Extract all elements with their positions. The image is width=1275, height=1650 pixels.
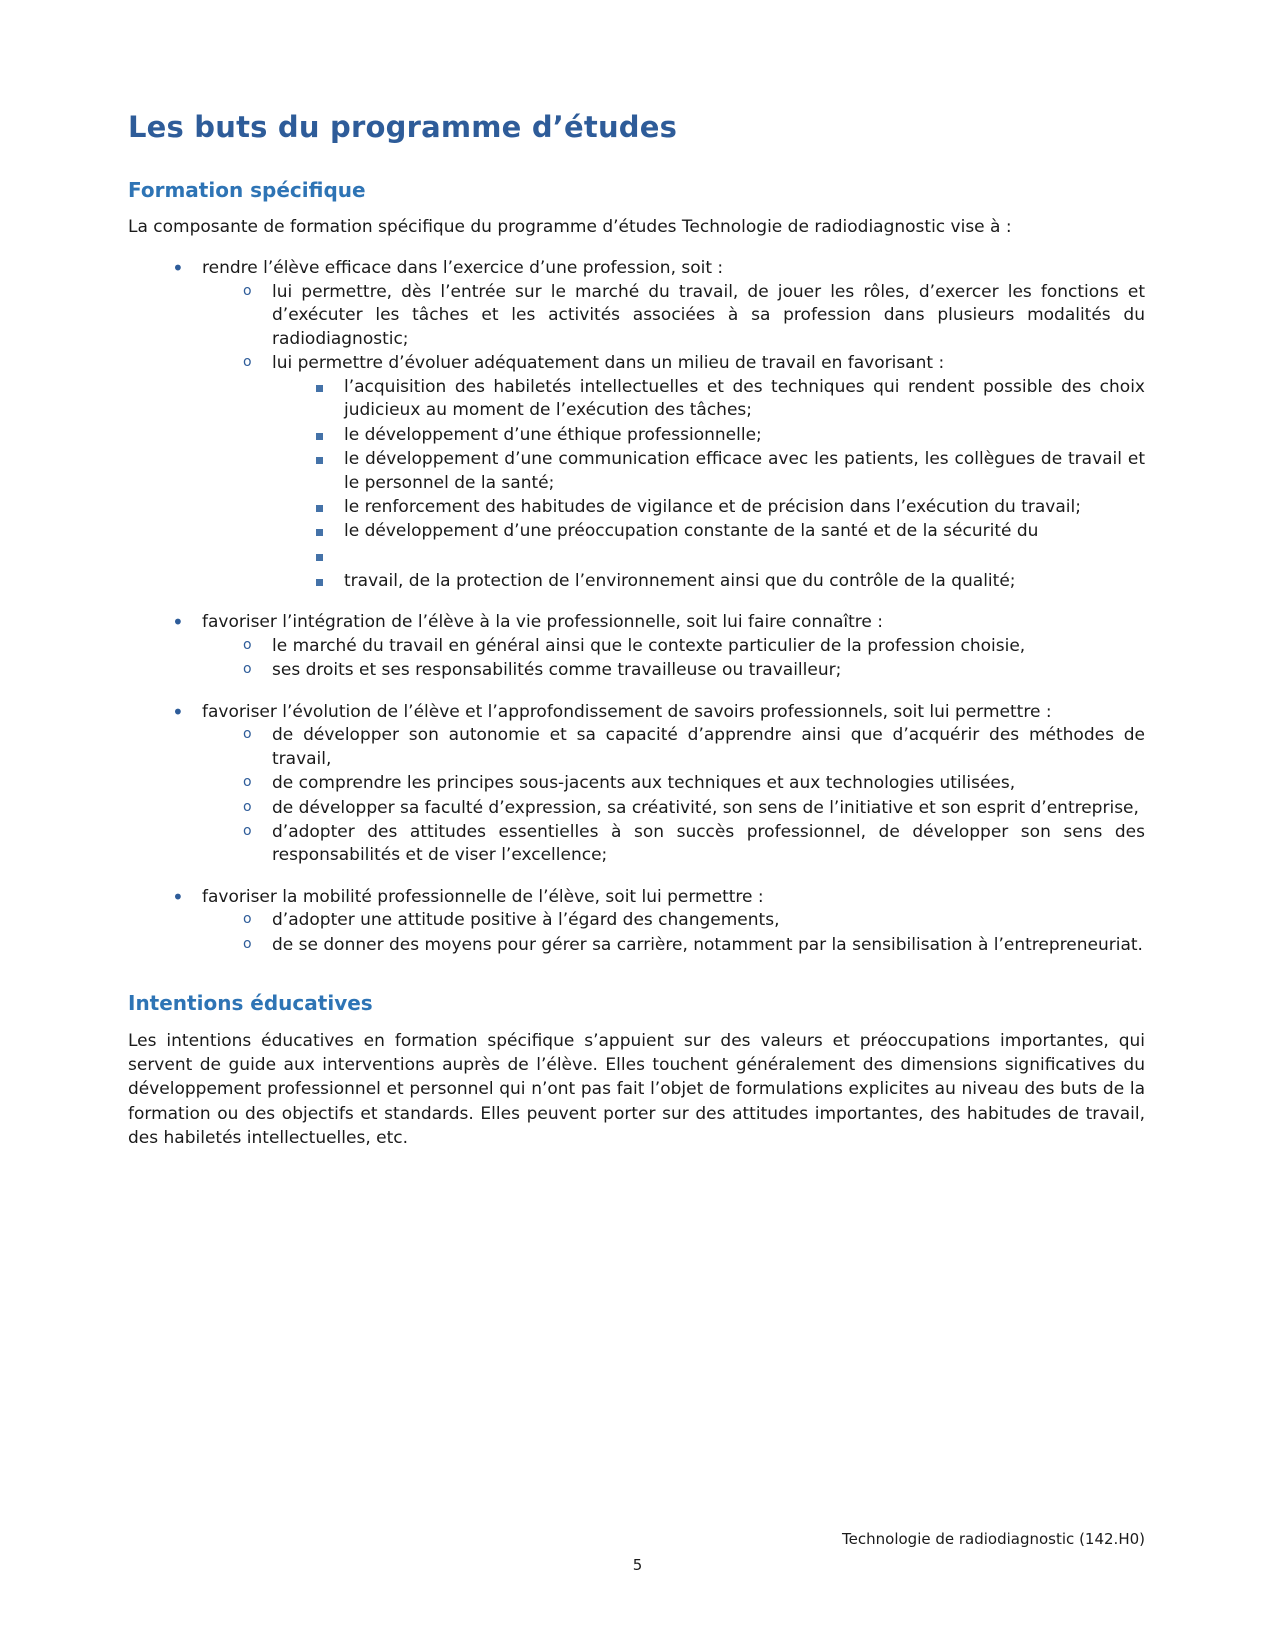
list-item (310, 448, 1145, 495)
list-item (240, 797, 1145, 820)
section-heading-formation-specifique: Formation spécifique (128, 178, 366, 202)
list-item (310, 496, 1145, 519)
list-item-label: o de comprendre les principes sous-jacents aux techniques et aux technologies utilisées, (272, 772, 1145, 795)
list-item-label: o d’adopter une attitude positive à l’égard des changements, (272, 909, 1145, 932)
footer-program-note: Technologie de radiodiagnostic (142.H0) (842, 1530, 1145, 1548)
goals-list (128, 257, 1145, 957)
list-item-label: le développement d’une éthique professionnelle; (344, 424, 1145, 447)
list-item-label: o de développer sa faculté d’expression, sa créativité, son sens de l’initiative et son esprit d’entreprise, (272, 797, 1145, 820)
sub-list (202, 281, 1145, 593)
list-item (240, 352, 1145, 593)
list-item (240, 724, 1145, 771)
list-item-label: l’acquisition des habiletés intellectuelles et des techniques qui rendent possible des choix judicieux au moment de l’exécution des tâches; (344, 376, 1145, 423)
list-item-label: • favoriser la mobilité professionnelle de l’élève, soit lui permettre : (202, 886, 1145, 909)
list-item (240, 635, 1145, 658)
list-item-label: le développement d’une communication efficace avec les patients, les collègues de travail et le personnel de la santé; (344, 448, 1145, 495)
list-item (168, 701, 1145, 868)
list-item (240, 659, 1145, 682)
list-item-label: • favoriser l’intégration de l’élève à la vie professionnelle, soit lui faire connaître : (202, 611, 1145, 634)
list-item (240, 821, 1145, 868)
list-item-label: • favoriser l’évolution de l’élève et l’approfondissement de savoirs professionnels, soit lui permettre : (202, 701, 1145, 724)
list-item (168, 611, 1145, 682)
list-item (168, 886, 1145, 957)
list-item (168, 257, 1145, 593)
section-intro-paragraph: La composante de formation spécifique du programme d’études Technologie de radiodiagnostic vise à : (128, 217, 1012, 237)
list-item (240, 772, 1145, 795)
list-item-label: o d’adopter des attitudes essentielles à son succès professionnel, de développer son sens des responsabilités et de viser l’excellence; (272, 821, 1145, 868)
list-item (310, 424, 1145, 447)
sub-list (202, 909, 1145, 957)
list-item-label: le développement d’une préoccupation constante de la santé et de la sécurité du (344, 520, 1145, 543)
list-item-empty (310, 545, 1145, 569)
list-item-label: o ses droits et ses responsabilités comme travailleuse ou travailleur; (272, 659, 1145, 682)
page-number: 5 (632, 1556, 643, 1574)
list-item-label: o de développer son autonomie et sa capacité d’apprendre ainsi que d’acquérir des méthodes de travail, (272, 724, 1145, 771)
page-title: Les buts du programme d’études (128, 110, 678, 144)
list-item (310, 570, 1145, 593)
list-spacer (168, 870, 1145, 886)
list-item (310, 520, 1145, 543)
section-heading-intentions-educatives: Intentions éducatives (128, 991, 373, 1016)
list-item-label: o le marché du travail en général ainsi que le contexte particulier de la profession choisie, (272, 635, 1145, 658)
list-item-label: le renforcement des habitudes de vigilance et de précision dans l’exécution du travail; (344, 496, 1145, 519)
sub-list (202, 724, 1145, 868)
list-spacer (168, 595, 1145, 611)
list-item-label: travail, de la protection de l’environnement ainsi que du contrôle de la qualité; (344, 570, 1145, 593)
list-item-label: • rendre l’élève efficace dans l’exercice d’une profession, soit : (202, 257, 1145, 280)
sub-list (202, 635, 1145, 683)
list-item (240, 281, 1145, 351)
sub-sub-list (272, 376, 1145, 594)
section-paragraph: Les intentions éducatives en formation spécifique s’appuient sur des valeurs et préoccupations importantes, qui servent de guide aux interventions auprès de l’élève. Elles touchent généralement des dimensions significatives du développement professionnel et personnel qui n’ont pas fait l’objet de formulations explicites au niveau des buts de la formation ou des objectifs et standards. Elles peuvent porter sur des attitudes importantes, des habitudes de travail, des habiletés intellectuelles, etc. (128, 1031, 1145, 1148)
list-item-label: o lui permettre d’évoluer adéquatement dans un milieu de travail en favorisant : (272, 352, 1145, 375)
list-spacer (168, 685, 1145, 701)
list-item-label: o de se donner des moyens pour gérer sa carrière, notamment par la sensibilisation à l’entrepreneuriat. (272, 934, 1145, 957)
list-item-label: o lui permettre, dès l’entrée sur le marché du travail, de jouer les rôles, d’exercer les fonctions et d’exécuter les tâches et les activités associées à sa profession dans plusieurs modalités du radiodiagnostic; (272, 281, 1145, 351)
list-item (240, 934, 1145, 957)
page-footer (0, 1530, 1275, 1590)
list-item (240, 909, 1145, 932)
list-item (310, 376, 1145, 423)
